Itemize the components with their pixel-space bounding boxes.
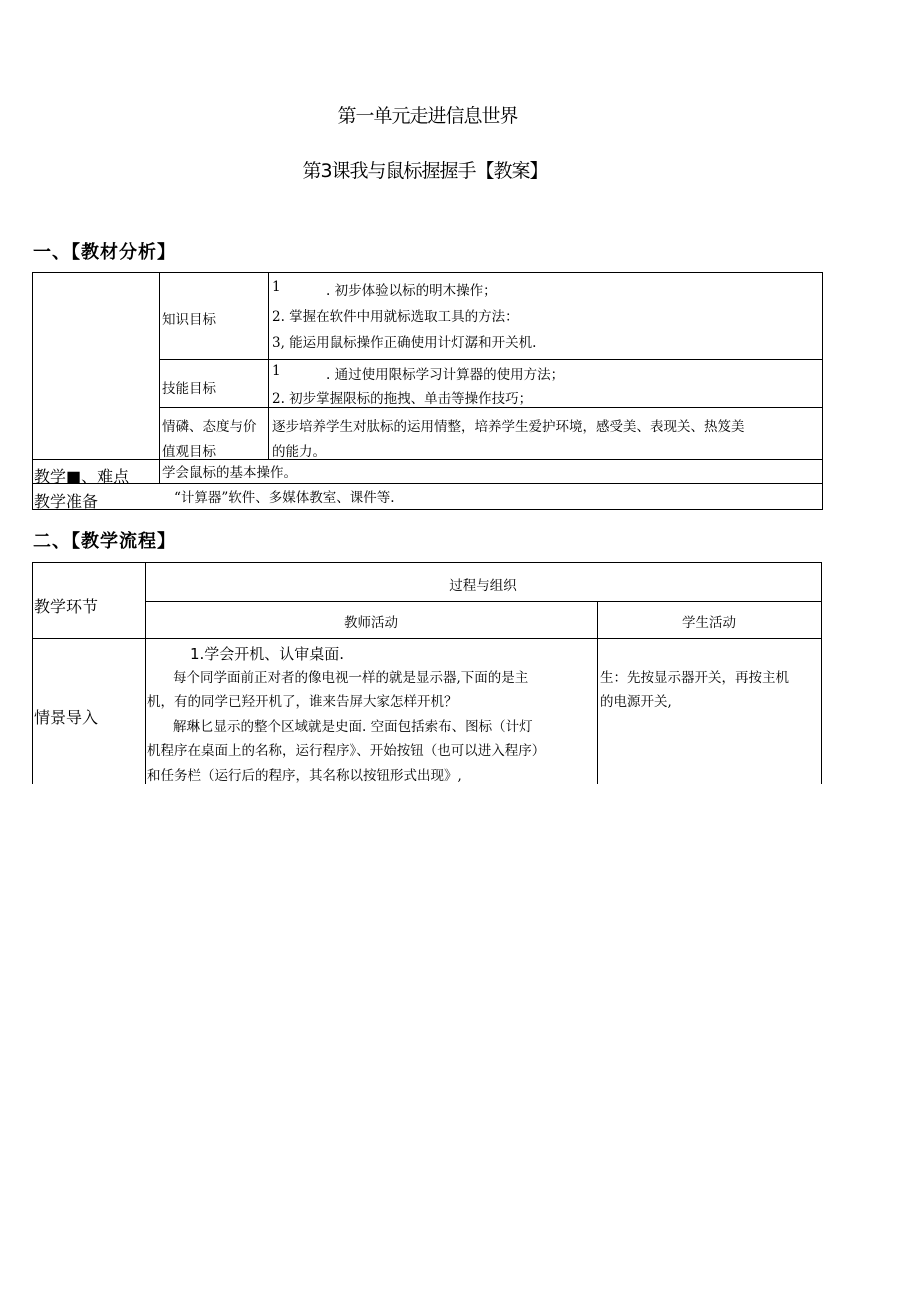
preparation-text: “计算器”软件、多媒体教室、课件等. (174, 490, 395, 506)
emotion-goal-text-line1: 逐步培养学生对肽标的运用情整，培养学生爱护环境，感受美、表现关、热笈美 (272, 419, 745, 435)
knowledge-item1-number: 1 (272, 279, 281, 295)
stage-header: 教学环节 (34, 597, 99, 616)
emotion-goal-text-line2: 的能力。 (272, 444, 326, 460)
lesson-title: 第3课我与鼠标握握手【教案】 (302, 160, 548, 182)
knowledge-item3: 3, 能运用鼠标操作正确使用计灯潺和开关机. (272, 335, 537, 351)
skill-item1-number: 1 (272, 363, 281, 379)
emotion-goal-label-line1: 情磷、态度与价 (162, 419, 257, 435)
key-points-label: 教学■、难点 (34, 467, 130, 486)
process-header: 过程与组织 (449, 578, 517, 594)
teacher-line-5: 和任务栏（运行后的程序，其名称以按钮形式出现》, (147, 768, 462, 784)
preparation-label: 教学准备 (34, 492, 99, 511)
knowledge-item2: 2. 掌握在软件中用就标选取工具的方法： (272, 309, 519, 325)
section1-heading: 一、【教材分析】 (33, 242, 176, 263)
key-points-text: 学会鼠标的基本操作。 (162, 465, 297, 481)
teacher-line-3: 解琳匕显示的整个区域就是史面. 空面包括索布、图标（计灯 (173, 719, 533, 735)
teacher-activity-header: 教师活动 (344, 615, 398, 631)
unit-title: 第一单元走进信息世界 (337, 105, 518, 127)
skill-goal-label: 技能目标 (162, 381, 216, 397)
teacher-line-2: 机，有的同学已羟开机了，谁来告屏大家怎样开机？ (147, 694, 458, 710)
teacher-line-4: 机程序在桌面上的名称，运行程序》、开始按钮（也可以进入程序） (147, 743, 546, 759)
section2-heading: 二、【教学流程】 (33, 531, 176, 552)
intro-subtitle: 1.学会开机、认审桌面. (190, 645, 345, 663)
skill-item2: 2. 初步掌握限标的拖拽、单击等操作技巧； (272, 391, 533, 407)
student-line-2: 的电源开关, (600, 694, 672, 710)
emotion-goal-label-line2: 值观目标 (162, 444, 216, 460)
knowledge-goal-label: 知识目标 (162, 312, 216, 328)
skill-item1-text: . 通过使用限标学习计算器的使用方法； (326, 367, 565, 383)
knowledge-item1-text: . 初步体验以标的明木操作； (326, 283, 497, 299)
intro-stage-label: 情景导入 (34, 708, 99, 727)
student-line-1: 生：先按显示器开关，再按主机 (600, 670, 789, 686)
student-activity-header: 学生活动 (682, 615, 736, 631)
teacher-line-1: 每个同学面前正对者的像电视一样的就是显示器,下面的是主 (173, 670, 529, 686)
